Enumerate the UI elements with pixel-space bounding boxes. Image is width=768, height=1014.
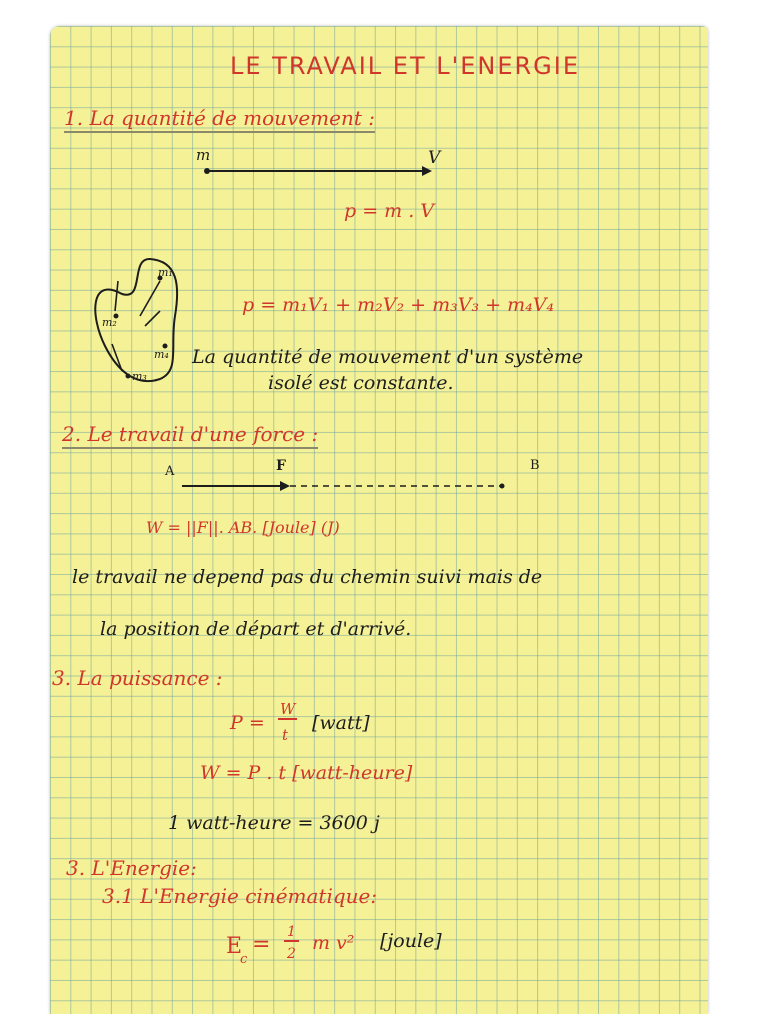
power-numerator: W <box>280 700 296 718</box>
work-statement-2: la position de départ et d'arrivé. <box>100 618 412 640</box>
force-label: F <box>276 458 286 474</box>
power-denominator: t <box>282 726 289 744</box>
fraction-numerator: 1 <box>284 924 299 942</box>
system-arrow-2 <box>140 281 160 316</box>
heading-energy: 3. L'Energie: <box>66 856 197 880</box>
work-formula: W = ||F||. AB. [Joule] (J) <box>146 518 340 537</box>
momentum-formula: p = m . V <box>344 200 435 222</box>
system-arrow-3 <box>145 311 160 326</box>
energy-work-formula: W = P . t [watt-heure] <box>200 762 413 784</box>
heading-work: 2. Le travail d'une force : <box>62 422 318 449</box>
kinetic-energy-unit: [joule] <box>380 930 442 952</box>
mass-label-4: m₄ <box>154 348 169 361</box>
conservation-statement-1: La quantité de mouvement d'un système <box>192 346 584 368</box>
heading-kinetic-energy: 3.1 L'Energie cinématique: <box>102 884 378 908</box>
point-a-label: A <box>165 464 175 479</box>
kinetic-energy-symbol: E <box>226 934 243 959</box>
heading-momentum: 1. La quantité de mouvement : <box>64 106 375 133</box>
mass-velocity-squared: m v² <box>312 932 355 954</box>
heading-power: 3. La puissance : <box>52 666 223 690</box>
velocity-label: V <box>428 148 441 168</box>
mass-label-2: m₂ <box>102 316 117 329</box>
system-momentum-formula: p = m₁V₁ + m₂V₂ + m₃V₃ + m₄V₄ <box>242 294 555 316</box>
watt-hour-conversion: 1 watt-heure = 3600 j <box>168 812 380 834</box>
power-unit: [watt] <box>312 712 370 734</box>
notebook-sheet <box>50 26 708 1014</box>
point-b-label: B <box>530 458 540 473</box>
point-b-dot <box>500 484 505 489</box>
power-p: P = <box>230 712 265 734</box>
mass-label: m <box>196 146 211 164</box>
mass-label-3: m₃ <box>132 370 147 383</box>
system-arrow-1 <box>115 281 118 311</box>
page-title: LE TRAVAIL ET L'ENERGIE <box>230 52 581 80</box>
conservation-statement-2: isolé est constante. <box>268 372 454 394</box>
fraction-denominator: 2 <box>287 946 296 962</box>
work-statement-1: le travail ne depend pas du chemin suivi mais de <box>72 566 543 588</box>
kinetic-energy-subscript: c <box>240 952 248 967</box>
system-arrow-4 <box>112 344 122 371</box>
kinetic-energy-equals: = <box>252 932 271 957</box>
force-arrowhead <box>280 481 290 491</box>
mass-label-1: m₁ <box>158 266 173 279</box>
